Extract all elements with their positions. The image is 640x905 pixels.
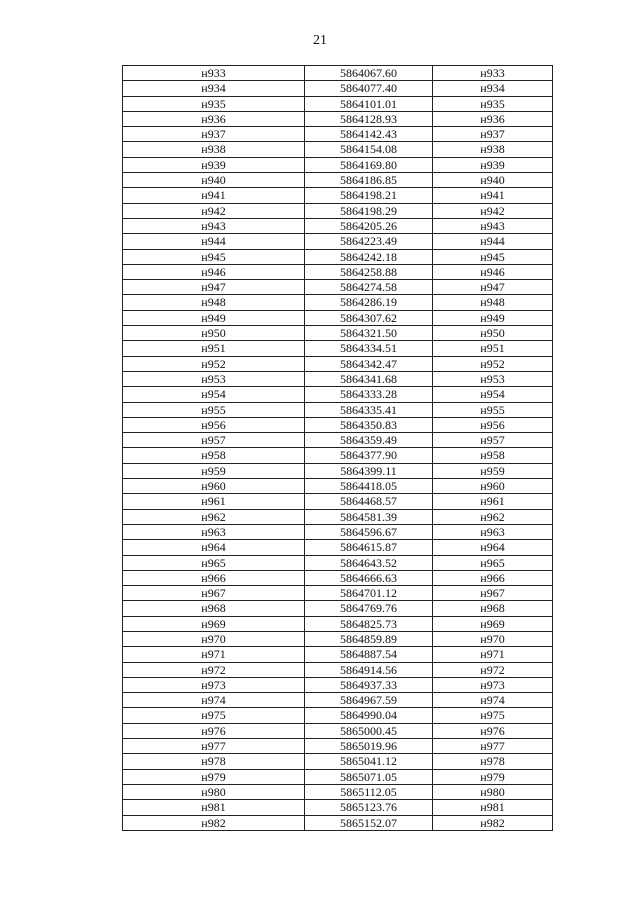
point-id-cell: н982 [123, 815, 305, 830]
point-id-cell: н961 [123, 494, 305, 509]
point-id-repeat-cell: н977 [433, 739, 553, 754]
point-id-cell: н946 [123, 264, 305, 279]
point-id-cell: н953 [123, 371, 305, 386]
coordinate-cell: 5864321.50 [305, 326, 433, 341]
point-id-repeat-cell: н941 [433, 188, 553, 203]
coordinate-cell: 5864154.08 [305, 142, 433, 157]
table-row [123, 586, 553, 601]
coordinate-cell: 5864186.85 [305, 173, 433, 188]
coordinate-cell: 5864914.56 [305, 662, 433, 677]
table-row [123, 800, 553, 815]
point-id-cell: н978 [123, 754, 305, 769]
table-row [123, 295, 553, 310]
point-id-repeat-cell: н933 [433, 66, 553, 81]
point-id-cell: н970 [123, 631, 305, 646]
point-id-cell: н944 [123, 234, 305, 249]
point-id-cell: н979 [123, 769, 305, 784]
table-row [123, 463, 553, 478]
coordinate-cell: 5865112.05 [305, 784, 433, 799]
coordinate-cell: 5864359.49 [305, 433, 433, 448]
table-row [123, 417, 553, 432]
point-id-repeat-cell: н959 [433, 463, 553, 478]
table-row [123, 693, 553, 708]
point-id-cell: н945 [123, 249, 305, 264]
coordinates-table [122, 65, 553, 831]
point-id-cell: н949 [123, 310, 305, 325]
table-row [123, 555, 553, 570]
coordinate-cell: 5864169.80 [305, 157, 433, 172]
coordinate-cell: 5865041.12 [305, 754, 433, 769]
table-row [123, 142, 553, 157]
coordinate-cell: 5864333.28 [305, 387, 433, 402]
point-id-cell: н955 [123, 402, 305, 417]
point-id-cell: н933 [123, 66, 305, 81]
point-id-repeat-cell: н978 [433, 754, 553, 769]
point-id-repeat-cell: н979 [433, 769, 553, 784]
point-id-cell: н936 [123, 111, 305, 126]
table-row [123, 494, 553, 509]
point-id-repeat-cell: н970 [433, 631, 553, 646]
point-id-repeat-cell: н976 [433, 723, 553, 738]
coordinate-cell: 5864142.43 [305, 127, 433, 142]
point-id-repeat-cell: н945 [433, 249, 553, 264]
point-id-repeat-cell: н963 [433, 524, 553, 539]
table-row [123, 326, 553, 341]
point-id-repeat-cell: н975 [433, 708, 553, 723]
table-row [123, 433, 553, 448]
point-id-repeat-cell: н964 [433, 540, 553, 555]
coordinate-cell: 5864769.76 [305, 601, 433, 616]
point-id-repeat-cell: н961 [433, 494, 553, 509]
coordinate-cell: 5865123.76 [305, 800, 433, 815]
point-id-cell: н950 [123, 326, 305, 341]
coordinate-cell: 5864615.87 [305, 540, 433, 555]
point-id-repeat-cell: н969 [433, 616, 553, 631]
point-id-cell: н941 [123, 188, 305, 203]
table-row [123, 81, 553, 96]
point-id-cell: н974 [123, 693, 305, 708]
coordinate-cell: 5864101.01 [305, 96, 433, 111]
point-id-repeat-cell: н935 [433, 96, 553, 111]
coordinate-cell: 5864887.54 [305, 647, 433, 662]
table-row [123, 662, 553, 677]
coordinate-cell: 5864198.21 [305, 188, 433, 203]
point-id-cell: н958 [123, 448, 305, 463]
coordinate-cell: 5864307.62 [305, 310, 433, 325]
coordinate-cell: 5864859.89 [305, 631, 433, 646]
point-id-repeat-cell: н948 [433, 295, 553, 310]
point-id-repeat-cell: н966 [433, 570, 553, 585]
page-number: 21 [313, 33, 327, 48]
point-id-repeat-cell: н958 [433, 448, 553, 463]
table-row [123, 631, 553, 646]
coordinate-cell: 5864399.11 [305, 463, 433, 478]
coordinate-cell: 5864701.12 [305, 586, 433, 601]
coordinate-cell: 5864468.57 [305, 494, 433, 509]
point-id-cell: н966 [123, 570, 305, 585]
table-row [123, 218, 553, 233]
point-id-repeat-cell: н942 [433, 203, 553, 218]
point-id-repeat-cell: н940 [433, 173, 553, 188]
coordinate-cell: 5864342.47 [305, 356, 433, 371]
coordinate-cell: 5864258.88 [305, 264, 433, 279]
point-id-repeat-cell: н939 [433, 157, 553, 172]
table-row [123, 601, 553, 616]
coordinate-cell: 5864341.68 [305, 371, 433, 386]
point-id-repeat-cell: н956 [433, 417, 553, 432]
point-id-cell: н934 [123, 81, 305, 96]
coordinate-cell: 5864067.60 [305, 66, 433, 81]
table-row [123, 280, 553, 295]
point-id-repeat-cell: н944 [433, 234, 553, 249]
point-id-repeat-cell: н953 [433, 371, 553, 386]
point-id-repeat-cell: н967 [433, 586, 553, 601]
point-id-repeat-cell: н947 [433, 280, 553, 295]
point-id-cell: н980 [123, 784, 305, 799]
coordinate-cell: 5865019.96 [305, 739, 433, 754]
table-row [123, 402, 553, 417]
table-row [123, 616, 553, 631]
point-id-cell: н947 [123, 280, 305, 295]
point-id-cell: н981 [123, 800, 305, 815]
point-id-repeat-cell: н973 [433, 677, 553, 692]
table-row [123, 249, 553, 264]
point-id-cell: н942 [123, 203, 305, 218]
point-id-repeat-cell: н946 [433, 264, 553, 279]
point-id-repeat-cell: н957 [433, 433, 553, 448]
table-row [123, 448, 553, 463]
coordinate-cell: 5864596.67 [305, 524, 433, 539]
table-row [123, 356, 553, 371]
point-id-cell: н939 [123, 157, 305, 172]
point-id-cell: н935 [123, 96, 305, 111]
point-id-repeat-cell: н974 [433, 693, 553, 708]
point-id-cell: н948 [123, 295, 305, 310]
coordinate-cell: 5864286.19 [305, 295, 433, 310]
coordinate-cell: 5864335.41 [305, 402, 433, 417]
point-id-cell: н963 [123, 524, 305, 539]
table-row [123, 769, 553, 784]
point-id-repeat-cell: н965 [433, 555, 553, 570]
table-row [123, 188, 553, 203]
table-row [123, 310, 553, 325]
table-row [123, 570, 553, 585]
coordinate-cell: 5864274.58 [305, 280, 433, 295]
coordinate-cell: 5864128.93 [305, 111, 433, 126]
point-id-repeat-cell: н936 [433, 111, 553, 126]
coordinate-cell: 5864937.33 [305, 677, 433, 692]
table-row [123, 341, 553, 356]
coordinate-cell: 5865071.05 [305, 769, 433, 784]
table-row [123, 234, 553, 249]
coordinate-cell: 5864242.18 [305, 249, 433, 264]
point-id-cell: н940 [123, 173, 305, 188]
point-id-repeat-cell: н943 [433, 218, 553, 233]
coordinate-cell: 5864666.63 [305, 570, 433, 585]
coordinate-cell: 5864350.83 [305, 417, 433, 432]
point-id-cell: н973 [123, 677, 305, 692]
table-row [123, 739, 553, 754]
point-id-cell: н954 [123, 387, 305, 402]
table-row [123, 127, 553, 142]
point-id-cell: н938 [123, 142, 305, 157]
point-id-cell: н952 [123, 356, 305, 371]
coordinate-cell: 5864377.90 [305, 448, 433, 463]
point-id-repeat-cell: н937 [433, 127, 553, 142]
point-id-cell: н937 [123, 127, 305, 142]
point-id-repeat-cell: н950 [433, 326, 553, 341]
point-id-cell: н960 [123, 479, 305, 494]
coordinates-table-body [123, 66, 553, 831]
coordinate-cell: 5864825.73 [305, 616, 433, 631]
point-id-cell: н951 [123, 341, 305, 356]
point-id-cell: н962 [123, 509, 305, 524]
table-row [123, 371, 553, 386]
point-id-repeat-cell: н951 [433, 341, 553, 356]
point-id-repeat-cell: н982 [433, 815, 553, 830]
point-id-repeat-cell: н949 [433, 310, 553, 325]
point-id-cell: н976 [123, 723, 305, 738]
table-row [123, 723, 553, 738]
coordinate-cell: 5864205.26 [305, 218, 433, 233]
coordinate-cell: 5864334.51 [305, 341, 433, 356]
coordinate-cell: 5864967.59 [305, 693, 433, 708]
point-id-cell: н967 [123, 586, 305, 601]
table-row [123, 784, 553, 799]
coordinate-cell: 5864581.39 [305, 509, 433, 524]
point-id-repeat-cell: н962 [433, 509, 553, 524]
table-row [123, 264, 553, 279]
point-id-repeat-cell: н971 [433, 647, 553, 662]
coordinate-cell: 5864077.40 [305, 81, 433, 96]
table-row [123, 173, 553, 188]
coordinate-cell: 5865000.45 [305, 723, 433, 738]
table-row [123, 66, 553, 81]
point-id-cell: н975 [123, 708, 305, 723]
point-id-cell: н965 [123, 555, 305, 570]
point-id-cell: н971 [123, 647, 305, 662]
point-id-repeat-cell: н980 [433, 784, 553, 799]
table-row [123, 677, 553, 692]
table-row [123, 157, 553, 172]
table-row [123, 387, 553, 402]
point-id-repeat-cell: н952 [433, 356, 553, 371]
table-row [123, 524, 553, 539]
point-id-cell: н964 [123, 540, 305, 555]
point-id-repeat-cell: н981 [433, 800, 553, 815]
coordinate-cell: 5864990.04 [305, 708, 433, 723]
point-id-repeat-cell: н934 [433, 81, 553, 96]
point-id-repeat-cell: н954 [433, 387, 553, 402]
point-id-repeat-cell: н968 [433, 601, 553, 616]
table-row [123, 815, 553, 830]
point-id-repeat-cell: н955 [433, 402, 553, 417]
coordinate-cell: 5864643.52 [305, 555, 433, 570]
point-id-cell: н957 [123, 433, 305, 448]
point-id-cell: н968 [123, 601, 305, 616]
point-id-cell: н969 [123, 616, 305, 631]
point-id-repeat-cell: н938 [433, 142, 553, 157]
table-row [123, 509, 553, 524]
table-row [123, 96, 553, 111]
table-row [123, 647, 553, 662]
point-id-cell: н972 [123, 662, 305, 677]
table-row [123, 540, 553, 555]
table-row [123, 708, 553, 723]
table-row [123, 479, 553, 494]
point-id-cell: н959 [123, 463, 305, 478]
table-row [123, 754, 553, 769]
point-id-repeat-cell: н960 [433, 479, 553, 494]
coordinate-cell: 5864223.49 [305, 234, 433, 249]
coordinate-cell: 5864198.29 [305, 203, 433, 218]
point-id-cell: н943 [123, 218, 305, 233]
coordinate-cell: 5865152.07 [305, 815, 433, 830]
table-row [123, 203, 553, 218]
point-id-cell: н956 [123, 417, 305, 432]
point-id-repeat-cell: н972 [433, 662, 553, 677]
point-id-cell: н977 [123, 739, 305, 754]
coordinate-cell: 5864418.05 [305, 479, 433, 494]
table-row [123, 111, 553, 126]
